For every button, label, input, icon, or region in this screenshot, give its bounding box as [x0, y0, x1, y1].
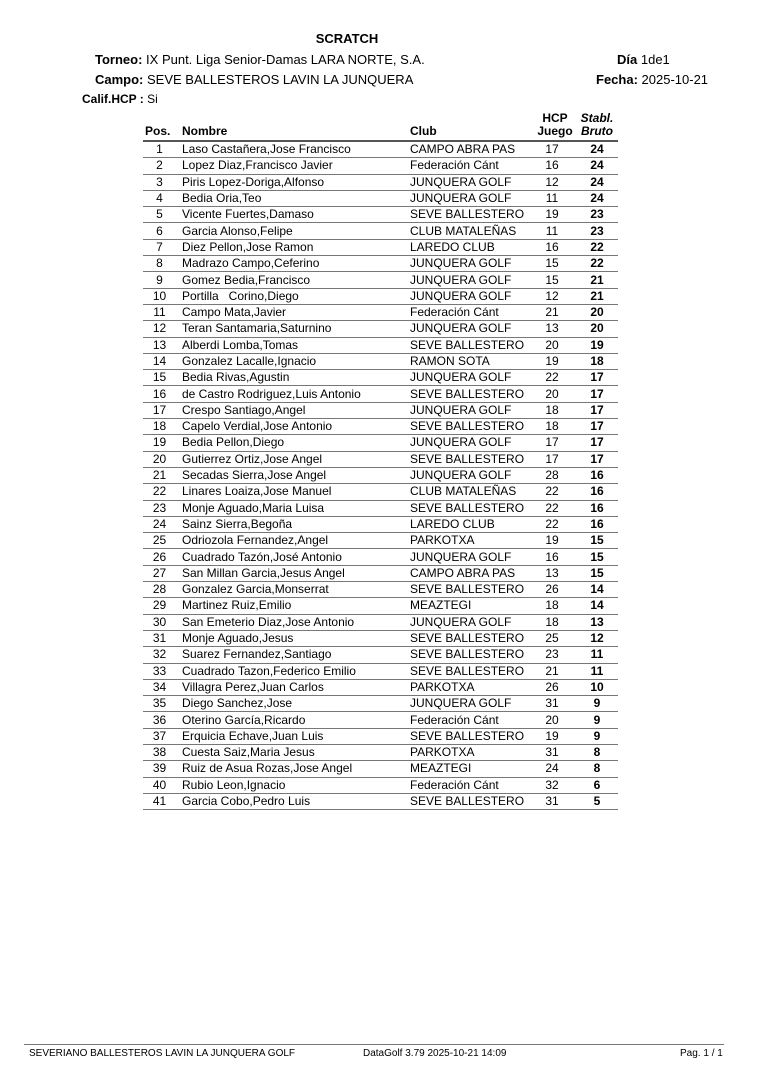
table-row: [143, 549, 618, 565]
cell-hcp-juego: 18: [534, 419, 576, 435]
cell-hcp-juego: 19: [534, 533, 576, 549]
cell-nombre: Diego Sanchez,Jose: [180, 696, 410, 712]
cell-pos: 20: [143, 451, 180, 467]
cell-club: CAMPO ABRA PAS: [410, 141, 534, 158]
cell-nombre: Martinez Ruiz,Emilio: [180, 598, 410, 614]
cell-club: JUNQUERA GOLF: [410, 467, 534, 483]
cell-stabl-bruto: 11: [576, 663, 618, 679]
cell-hcp-juego: 32: [534, 777, 576, 793]
cell-stabl-bruto: 16: [576, 500, 618, 516]
cell-pos: 1: [143, 141, 180, 158]
cell-pos: 6: [143, 223, 180, 239]
dia-value: 1de1: [640, 52, 670, 67]
table-row: [143, 696, 618, 712]
table-row: [143, 777, 618, 793]
table-row: [143, 174, 618, 190]
cell-hcp-juego: 23: [534, 647, 576, 663]
cell-pos: 15: [143, 370, 180, 386]
fecha-line: [596, 72, 708, 87]
header-pos: Pos.: [143, 112, 180, 141]
cell-hcp-juego: 12: [534, 174, 576, 190]
cell-nombre: Bedia Oria,Teo: [180, 190, 410, 206]
cell-stabl-bruto: 21: [576, 272, 618, 288]
cell-hcp-juego: 12: [534, 288, 576, 304]
cell-club: JUNQUERA GOLF: [410, 370, 534, 386]
table-row: [143, 565, 618, 581]
cell-club: SEVE BALLESTERO: [410, 582, 534, 598]
cell-hcp-juego: 18: [534, 402, 576, 418]
cell-pos: 23: [143, 500, 180, 516]
cell-stabl-bruto: 13: [576, 614, 618, 630]
cell-stabl-bruto: 24: [576, 190, 618, 206]
footer-club-name: SEVERIANO BALLESTEROS LAVIN LA JUNQUERA GOLF: [29, 1048, 296, 1059]
cell-hcp-juego: 22: [534, 500, 576, 516]
table-row: [143, 484, 618, 500]
cell-club: SEVE BALLESTERO: [410, 386, 534, 402]
report-title: SCRATCH: [315, 31, 379, 46]
cell-hcp-juego: 19: [534, 728, 576, 744]
cell-hcp-juego: 25: [534, 630, 576, 646]
cell-nombre: Gutierrez Ortiz,Jose Angel: [180, 451, 410, 467]
cell-stabl-bruto: 15: [576, 549, 618, 565]
cell-club: CLUB MATALEÑAS: [410, 223, 534, 239]
cell-hcp-juego: 19: [534, 207, 576, 223]
cell-hcp-juego: 22: [534, 484, 576, 500]
cell-nombre: Cuesta Saiz,Maria Jesus: [180, 744, 410, 760]
cell-nombre: Sainz Sierra,Begoña: [180, 516, 410, 532]
cell-stabl-bruto: 17: [576, 419, 618, 435]
cell-pos: 39: [143, 761, 180, 777]
cell-stabl-bruto: 16: [576, 484, 618, 500]
cell-nombre: Suarez Fernandez,Santiago: [180, 647, 410, 663]
cell-hcp-juego: 15: [534, 272, 576, 288]
cell-club: JUNQUERA GOLF: [410, 190, 534, 206]
table-row: [143, 793, 618, 809]
cell-hcp-juego: 22: [534, 516, 576, 532]
cell-pos: 40: [143, 777, 180, 793]
table-row: [143, 451, 618, 467]
table-row: [143, 435, 618, 451]
cell-hcp-juego: 21: [534, 663, 576, 679]
dia-line: [617, 52, 670, 67]
cell-club: JUNQUERA GOLF: [410, 288, 534, 304]
header-club: Club: [410, 112, 534, 141]
fecha-label: Fecha:: [596, 72, 638, 87]
cell-nombre: Capelo Verdial,Jose Antonio: [180, 419, 410, 435]
table-row: [143, 370, 618, 386]
cell-club: MEAZTEGI: [410, 761, 534, 777]
cell-hcp-juego: 16: [534, 549, 576, 565]
cell-pos: 18: [143, 419, 180, 435]
cell-stabl-bruto: 20: [576, 321, 618, 337]
cell-nombre: Villagra Perez,Juan Carlos: [180, 679, 410, 695]
cell-nombre: Odriozola Fernandez,Angel: [180, 533, 410, 549]
cell-pos: 24: [143, 516, 180, 532]
cell-club: SEVE BALLESTERO: [410, 647, 534, 663]
table-row: [143, 728, 618, 744]
cell-hcp-juego: 26: [534, 582, 576, 598]
cell-hcp-juego: 18: [534, 614, 576, 630]
cell-nombre: Linares Loaiza,Jose Manuel: [180, 484, 410, 500]
cell-club: JUNQUERA GOLF: [410, 402, 534, 418]
cell-club: Federación Cánt: [410, 712, 534, 728]
cell-pos: 9: [143, 272, 180, 288]
cell-nombre: Lopez Diaz,Francisco Javier: [180, 158, 410, 174]
cell-club: SEVE BALLESTERO: [410, 337, 534, 353]
cell-stabl-bruto: 17: [576, 370, 618, 386]
cell-nombre: Piris Lopez-Doriga,Alfonso: [180, 174, 410, 190]
torneo-label: Torneo:: [95, 52, 143, 67]
table-row: [143, 256, 618, 272]
table-row: [143, 744, 618, 760]
cell-stabl-bruto: 19: [576, 337, 618, 353]
cell-hcp-juego: 31: [534, 744, 576, 760]
cell-club: CLUB MATALEÑAS: [410, 484, 534, 500]
table-row: [143, 500, 618, 516]
cell-pos: 17: [143, 402, 180, 418]
cell-pos: 41: [143, 793, 180, 809]
cell-stabl-bruto: 16: [576, 467, 618, 483]
cell-stabl-bruto: 9: [576, 712, 618, 728]
cell-club: MEAZTEGI: [410, 598, 534, 614]
cell-pos: 33: [143, 663, 180, 679]
header-nombre: Nombre: [180, 112, 410, 141]
cell-nombre: Secadas Sierra,Jose Angel: [180, 467, 410, 483]
cell-hcp-juego: 24: [534, 761, 576, 777]
table-row: [143, 402, 618, 418]
cell-stabl-bruto: 11: [576, 647, 618, 663]
cell-stabl-bruto: 14: [576, 598, 618, 614]
table-row: [143, 207, 618, 223]
torneo-value: IX Punt. Liga Senior-Damas LARA NORTE, S.A.: [146, 52, 425, 67]
campo-label: Campo:: [95, 72, 144, 87]
cell-nombre: de Castro Rodriguez,Luis Antonio: [180, 386, 410, 402]
table-row: [143, 516, 618, 532]
cell-stabl-bruto: 18: [576, 353, 618, 369]
cell-stabl-bruto: 24: [576, 141, 618, 158]
cell-hcp-juego: 20: [534, 386, 576, 402]
table-row: [143, 386, 618, 402]
table-row: [143, 533, 618, 549]
cell-club: JUNQUERA GOLF: [410, 549, 534, 565]
cell-stabl-bruto: 8: [576, 761, 618, 777]
cell-pos: 14: [143, 353, 180, 369]
cell-pos: 31: [143, 630, 180, 646]
cell-nombre: Cuadrado Tazon,Federico Emilio: [180, 663, 410, 679]
cell-hcp-juego: 13: [534, 321, 576, 337]
table-row: [143, 647, 618, 663]
cell-nombre: Oterino García,Ricardo: [180, 712, 410, 728]
cell-nombre: Garcia Alonso,Felipe: [180, 223, 410, 239]
cell-nombre: Gonzalez Garcia,Monserrat: [180, 582, 410, 598]
table-row: [143, 353, 618, 369]
table-row: [143, 239, 618, 255]
cell-nombre: Laso Castañera,Jose Francisco: [180, 141, 410, 158]
cell-hcp-juego: 11: [534, 223, 576, 239]
campo-line: [95, 72, 413, 87]
cell-nombre: San Emeterio Diaz,Jose Antonio: [180, 614, 410, 630]
cell-hcp-juego: 17: [534, 451, 576, 467]
cell-nombre: Ruiz de Asua Rozas,Jose Angel: [180, 761, 410, 777]
table-row: [143, 582, 618, 598]
cell-stabl-bruto: 10: [576, 679, 618, 695]
cell-stabl-bruto: 16: [576, 516, 618, 532]
table-row: [143, 190, 618, 206]
header-hcp-line1: HCP: [542, 111, 568, 125]
cell-hcp-juego: 31: [534, 696, 576, 712]
cell-nombre: Bedia Pellon,Diego: [180, 435, 410, 451]
cell-hcp-juego: 18: [534, 598, 576, 614]
cell-stabl-bruto: 22: [576, 239, 618, 255]
cell-club: JUNQUERA GOLF: [410, 435, 534, 451]
cell-club: SEVE BALLESTERO: [410, 207, 534, 223]
cell-hcp-juego: 15: [534, 256, 576, 272]
cell-pos: 5: [143, 207, 180, 223]
cell-club: SEVE BALLESTERO: [410, 451, 534, 467]
table-row: [143, 223, 618, 239]
cell-club: SEVE BALLESTERO: [410, 419, 534, 435]
cell-stabl-bruto: 12: [576, 630, 618, 646]
cell-hcp-juego: 21: [534, 304, 576, 320]
cell-stabl-bruto: 20: [576, 304, 618, 320]
table-row: [143, 337, 618, 353]
cell-stabl-bruto: 24: [576, 174, 618, 190]
results-table: [143, 112, 618, 810]
cell-club: JUNQUERA GOLF: [410, 256, 534, 272]
fecha-value: 2025-10-21: [641, 72, 709, 87]
cell-stabl-bruto: 14: [576, 582, 618, 598]
cell-club: JUNQUERA GOLF: [410, 696, 534, 712]
cell-club: RAMON SOTA: [410, 353, 534, 369]
cell-club: LAREDO CLUB: [410, 516, 534, 532]
cell-stabl-bruto: 15: [576, 533, 618, 549]
cell-hcp-juego: 20: [534, 712, 576, 728]
cell-pos: 37: [143, 728, 180, 744]
cell-pos: 2: [143, 158, 180, 174]
cell-stabl-bruto: 5: [576, 793, 618, 809]
table-row: [143, 598, 618, 614]
cell-stabl-bruto: 17: [576, 386, 618, 402]
cell-pos: 3: [143, 174, 180, 190]
table-row: [143, 419, 618, 435]
cell-pos: 12: [143, 321, 180, 337]
cell-hcp-juego: 28: [534, 467, 576, 483]
table-row: [143, 288, 618, 304]
table-row: [143, 141, 618, 158]
cell-nombre: Garcia Cobo,Pedro Luis: [180, 793, 410, 809]
cell-club: Federación Cánt: [410, 158, 534, 174]
table-row: [143, 321, 618, 337]
cell-stabl-bruto: 17: [576, 435, 618, 451]
cell-stabl-bruto: 17: [576, 451, 618, 467]
cell-club: PARKOTXA: [410, 533, 534, 549]
table-row: [143, 630, 618, 646]
header-sb-line2: Bruto: [581, 124, 613, 138]
cell-pos: 4: [143, 190, 180, 206]
cell-club: Federación Cánt: [410, 777, 534, 793]
cell-hcp-juego: 16: [534, 239, 576, 255]
cell-hcp-juego: 16: [534, 158, 576, 174]
table-row: [143, 761, 618, 777]
cell-pos: 38: [143, 744, 180, 760]
cell-nombre: Crespo Santiago,Angel: [180, 402, 410, 418]
cell-nombre: Rubio Leon,Ignacio: [180, 777, 410, 793]
cell-nombre: San Millan Garcia,Jesus Angel: [180, 565, 410, 581]
footer-page-number: Pag. 1 / 1: [680, 1048, 723, 1059]
cell-pos: 7: [143, 239, 180, 255]
cell-stabl-bruto: 8: [576, 744, 618, 760]
cell-club: SEVE BALLESTERO: [410, 500, 534, 516]
cell-stabl-bruto: 6: [576, 777, 618, 793]
cell-nombre: Monje Aguado,Maria Luisa: [180, 500, 410, 516]
results-body: [143, 141, 618, 810]
cell-hcp-juego: 31: [534, 793, 576, 809]
cell-club: SEVE BALLESTERO: [410, 793, 534, 809]
table-row: [143, 712, 618, 728]
footer-divider: [24, 1044, 724, 1045]
cell-club: LAREDO CLUB: [410, 239, 534, 255]
cell-nombre: Erquicia Echave,Juan Luis: [180, 728, 410, 744]
cell-stabl-bruto: 23: [576, 207, 618, 223]
cell-club: JUNQUERA GOLF: [410, 174, 534, 190]
cell-nombre: Gonzalez Lacalle,Ignacio: [180, 353, 410, 369]
torneo-line: [95, 52, 425, 67]
table-row: [143, 304, 618, 320]
cell-pos: 35: [143, 696, 180, 712]
cell-nombre: Diez Pellon,Jose Ramon: [180, 239, 410, 255]
cell-pos: 36: [143, 712, 180, 728]
cell-club: JUNQUERA GOLF: [410, 614, 534, 630]
cell-pos: 27: [143, 565, 180, 581]
cell-pos: 34: [143, 679, 180, 695]
cell-club: JUNQUERA GOLF: [410, 272, 534, 288]
cell-pos: 29: [143, 598, 180, 614]
cell-stabl-bruto: 21: [576, 288, 618, 304]
cell-club: SEVE BALLESTERO: [410, 630, 534, 646]
cell-nombre: Campo Mata,Javier: [180, 304, 410, 320]
calif-hcp-value: Si: [147, 92, 158, 106]
cell-nombre: Vicente Fuertes,Damaso: [180, 207, 410, 223]
cell-nombre: Portilla Corino,Diego: [180, 288, 410, 304]
cell-club: SEVE BALLESTERO: [410, 728, 534, 744]
cell-nombre: Madrazo Campo,Ceferino: [180, 256, 410, 272]
cell-pos: 25: [143, 533, 180, 549]
cell-hcp-juego: 17: [534, 435, 576, 451]
cell-pos: 22: [143, 484, 180, 500]
table-row: [143, 679, 618, 695]
cell-pos: 8: [143, 256, 180, 272]
table-row: [143, 158, 618, 174]
table-row: [143, 663, 618, 679]
cell-pos: 32: [143, 647, 180, 663]
cell-stabl-bruto: 15: [576, 565, 618, 581]
cell-pos: 21: [143, 467, 180, 483]
cell-hcp-juego: 19: [534, 353, 576, 369]
cell-pos: 30: [143, 614, 180, 630]
cell-nombre: Gomez Bedia,Francisco: [180, 272, 410, 288]
cell-pos: 13: [143, 337, 180, 353]
cell-nombre: Bedia Rivas,Agustin: [180, 370, 410, 386]
cell-club: SEVE BALLESTERO: [410, 663, 534, 679]
cell-stabl-bruto: 22: [576, 256, 618, 272]
table-row: [143, 272, 618, 288]
header-hcp-juego: [534, 112, 576, 141]
table-header-row: [143, 112, 618, 141]
cell-pos: 11: [143, 304, 180, 320]
calif-hcp-line: [82, 92, 158, 106]
cell-stabl-bruto: 23: [576, 223, 618, 239]
cell-nombre: Monje Aguado,Jesus: [180, 630, 410, 646]
cell-hcp-juego: 11: [534, 190, 576, 206]
cell-nombre: Teran Santamaria,Saturnino: [180, 321, 410, 337]
cell-nombre: Alberdi Lomba,Tomas: [180, 337, 410, 353]
cell-hcp-juego: 13: [534, 565, 576, 581]
dia-label: Día: [617, 52, 638, 67]
cell-hcp-juego: 17: [534, 141, 576, 158]
campo-value: SEVE BALLESTEROS LAVIN LA JUNQUERA: [147, 72, 414, 87]
table-row: [143, 614, 618, 630]
cell-pos: 10: [143, 288, 180, 304]
header-sb-line1: Stabl.: [580, 111, 614, 125]
cell-stabl-bruto: 24: [576, 158, 618, 174]
cell-stabl-bruto: 9: [576, 696, 618, 712]
cell-club: PARKOTXA: [410, 744, 534, 760]
cell-pos: 16: [143, 386, 180, 402]
cell-club: JUNQUERA GOLF: [410, 321, 534, 337]
cell-hcp-juego: 20: [534, 337, 576, 353]
cell-stabl-bruto: 17: [576, 402, 618, 418]
cell-club: PARKOTXA: [410, 679, 534, 695]
cell-hcp-juego: 22: [534, 370, 576, 386]
calif-hcp-label: Calif.HCP :: [82, 92, 144, 106]
cell-pos: 28: [143, 582, 180, 598]
table-row: [143, 467, 618, 483]
footer-software-timestamp: DataGolf 3.79 2025-10-21 14:09: [363, 1048, 507, 1059]
cell-stabl-bruto: 9: [576, 728, 618, 744]
cell-pos: 19: [143, 435, 180, 451]
header-hcp-line2: Juego: [537, 124, 573, 138]
cell-nombre: Cuadrado Tazón,José Antonio: [180, 549, 410, 565]
cell-club: CAMPO ABRA PAS: [410, 565, 534, 581]
cell-club: Federación Cánt: [410, 304, 534, 320]
cell-hcp-juego: 26: [534, 679, 576, 695]
header-stabl-bruto: [576, 112, 618, 141]
cell-pos: 26: [143, 549, 180, 565]
